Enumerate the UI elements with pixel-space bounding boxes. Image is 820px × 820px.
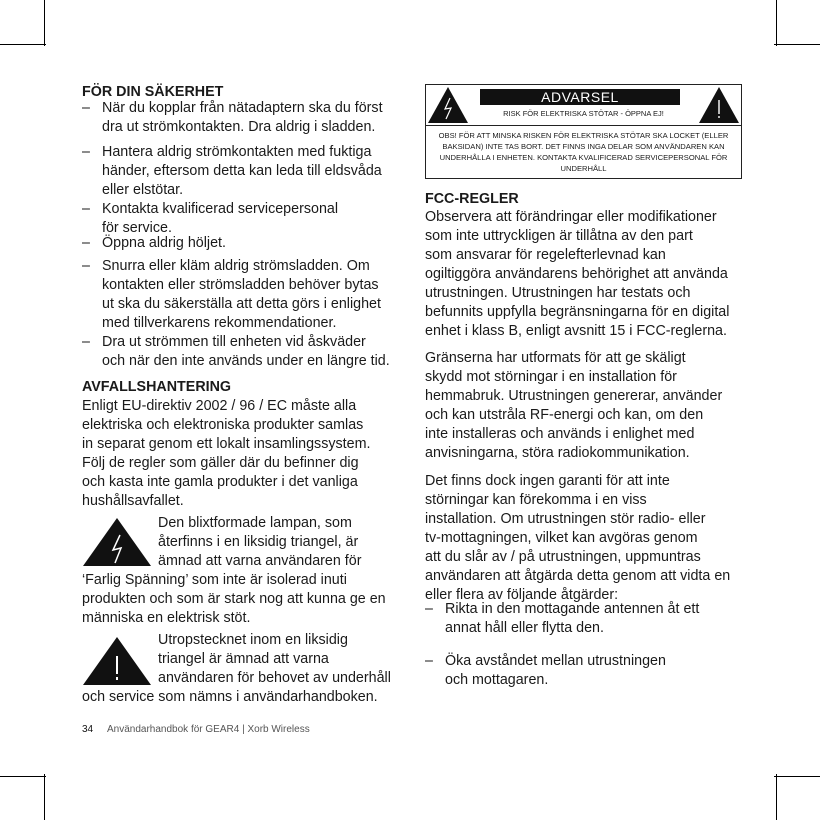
text-line: ämnad att varna användaren för bbox=[158, 553, 362, 569]
dash: – bbox=[82, 258, 90, 274]
text-line: Dra ut strömmen till enheten vid åskväder bbox=[102, 334, 366, 350]
text-line: hushållsavfallet. bbox=[82, 493, 184, 509]
text-line: Enligt EU-direktiv 2002 / 96 / EC måste alla bbox=[82, 398, 357, 414]
text-line: och när den inte används under en längre tid. bbox=[102, 353, 390, 369]
text-line: att du slår av / på utrustningen, uppmuntras bbox=[425, 549, 701, 565]
text-line: utrustningen. Utrustningen har testats och bbox=[425, 285, 691, 301]
exclamation-warning-icon bbox=[698, 86, 740, 124]
text-line: ‘Farlig Spänning’ som inte är isolerad inuti bbox=[82, 572, 347, 588]
warning-obs bbox=[428, 130, 739, 174]
fcc-paragraph-2 bbox=[425, 349, 722, 463]
text-line: ut ska du säkerställa att detta görs i enlighet bbox=[102, 296, 381, 312]
text-line: produkten och som är stark nog att kunna ge en bbox=[82, 591, 386, 607]
divider bbox=[426, 125, 741, 126]
dash: – bbox=[82, 100, 90, 116]
crop-mark bbox=[0, 776, 46, 777]
text-line: störningar kan förekomma i en viss bbox=[425, 492, 647, 508]
safety-heading: FÖR DIN SÄKERHET bbox=[82, 84, 224, 100]
text-line: användaren att åtgärda detta genom att vidta en bbox=[425, 568, 731, 584]
text-line: för service. bbox=[102, 220, 172, 236]
text-line: Den blixtformade lampan, som bbox=[158, 515, 352, 531]
text-line: Följ de regler som gäller där du befinner dig bbox=[82, 455, 359, 471]
warning-box bbox=[425, 84, 742, 179]
text-line: dra ut strömkontakten. Dra aldrig i sladden. bbox=[102, 119, 376, 135]
text-line: När du kopplar från nätadaptern ska du först bbox=[102, 100, 383, 116]
text-line: anvisningarna, störa radiokommunikation. bbox=[425, 445, 690, 461]
lightning-warning-icon bbox=[427, 86, 469, 124]
page-number: 34 bbox=[82, 724, 94, 735]
warning-risk: RISK FÖR ELEKTRISKA STÖTAR - ÖPPNA EJ! bbox=[503, 109, 664, 118]
text-line: Rikta in den mottagande antennen åt ett bbox=[445, 601, 700, 617]
lightning-note bbox=[82, 514, 386, 628]
text-line: och mottagaren. bbox=[445, 672, 549, 688]
text-line: Snurra eller kläm aldrig strömsladden. Om bbox=[102, 258, 370, 274]
text-line: befunnits uppfylla begränsningarna för en digital bbox=[425, 304, 730, 320]
text-line: kontakten eller strömsladden behöver bytas bbox=[102, 277, 379, 293]
text-line: med tillverkarens rekommendationer. bbox=[102, 315, 337, 331]
text-line: händer, eftersom detta kan leda till eldsvåda bbox=[102, 163, 382, 179]
text-line: UNDERHÅLL bbox=[560, 164, 607, 173]
text-line: Kontakta kvalificerad servicepersonal bbox=[102, 201, 339, 217]
text-line: enhet i klass B, enligt avsnitt 15 i FCC-reglerna. bbox=[425, 323, 727, 339]
text-line: inte installeras och används i enlighet med bbox=[425, 426, 695, 442]
text-line: eller elstötar. bbox=[102, 182, 184, 198]
crop-mark bbox=[0, 44, 46, 45]
dash: – bbox=[82, 334, 90, 350]
text-line: BAKSIDAN) INTE TAS BORT. DET FINNS INGA DELAR SOM ANVÄNDAREN KAN bbox=[442, 142, 725, 151]
text-line: Öppna aldrig höljet. bbox=[102, 235, 226, 251]
text-line: och kasta inte gamla produkter i det vanliga bbox=[82, 474, 358, 490]
text-line: tv-mottagningen, vilket kan avgöras genom bbox=[425, 530, 698, 546]
fcc-heading: FCC-REGLER bbox=[425, 191, 519, 207]
text-line: Det finns dock ingen garanti för att inte bbox=[425, 473, 670, 489]
list-item bbox=[82, 234, 226, 253]
text-line: annat håll eller flytta den. bbox=[445, 620, 604, 636]
text-line: triangel är ämnad att varna bbox=[158, 651, 329, 667]
text-line: skydd mot störningar i en installation för bbox=[425, 369, 677, 385]
waste-paragraph bbox=[82, 397, 370, 511]
text-line: Hantera aldrig strömkontakten med fuktiga bbox=[102, 144, 372, 160]
list-item bbox=[82, 200, 338, 238]
footer-title: Användarhandbok för GEAR4 | Xorb Wireless bbox=[107, 724, 310, 735]
text-line: som inte uttryckligen är tillåtna av den part bbox=[425, 228, 693, 244]
crop-mark bbox=[774, 44, 820, 45]
crop-mark bbox=[44, 774, 45, 820]
text-line: och kan utstråla RF-energi och kan, om den bbox=[425, 407, 704, 423]
crop-mark bbox=[776, 0, 777, 46]
exclamation-note bbox=[82, 631, 391, 707]
text-line: ogiltiggöra användarens behörighet att använda bbox=[425, 266, 728, 282]
text-line: Observera att förändringar eller modifikationer bbox=[425, 209, 717, 225]
dash: – bbox=[82, 201, 90, 217]
text-line: OBS! FÖR ATT MINSKA RISKEN FÖR ELEKTRISKA STÖTAR SKA LOCKET (ELLER bbox=[438, 131, 729, 140]
text-line: användaren för behovet av underhåll bbox=[158, 670, 391, 686]
text-line: återfinns i en liksidig triangel, är bbox=[158, 534, 359, 550]
crop-mark bbox=[44, 0, 45, 46]
list-item bbox=[82, 257, 381, 333]
text-line: UNDERHÅLLA I ENHETEN. KONTAKTA KVALIFICERAD SERVICEPERSONAL FÖR bbox=[439, 153, 728, 162]
crop-mark bbox=[774, 776, 820, 777]
dash: – bbox=[82, 144, 90, 160]
text-line: som ansvarar för regelefterlevnad kan bbox=[425, 247, 666, 263]
fcc-paragraph-3 bbox=[425, 472, 730, 605]
list-item bbox=[82, 143, 382, 200]
waste-heading: AVFALLSHANTERING bbox=[82, 379, 232, 395]
list-item bbox=[82, 99, 383, 137]
dash: – bbox=[82, 235, 90, 251]
dash: – bbox=[425, 601, 433, 617]
text-line: elektriska och elektroniska produkter samlas bbox=[82, 417, 364, 433]
text-line: hemmabruk. Utrustningen genererar, använder bbox=[425, 388, 723, 404]
text-line: och service som nämns i användarhandboken. bbox=[82, 689, 378, 705]
text-line: Gränserna har utformats för att ge skäligt bbox=[425, 350, 686, 366]
list-item bbox=[82, 333, 390, 371]
text-line: installation. Om utrustningen stör radio- eller bbox=[425, 511, 706, 527]
dash: – bbox=[425, 653, 433, 669]
warning-title: ADVARSEL bbox=[480, 89, 680, 105]
crop-mark bbox=[776, 774, 777, 820]
list-item bbox=[425, 652, 666, 690]
text-line: människa en elektrisk stöt. bbox=[82, 610, 251, 626]
list-item bbox=[425, 600, 699, 638]
text-line: Utropstecknet inom en liksidig bbox=[158, 632, 348, 648]
text-line: in separat genom ett lokalt insamlingssystem. bbox=[82, 436, 371, 452]
text-line: eller flera av följande åtgärder: bbox=[425, 587, 619, 603]
fcc-paragraph-1 bbox=[425, 208, 729, 341]
text-line: Öka avståndet mellan utrustningen bbox=[445, 653, 666, 669]
